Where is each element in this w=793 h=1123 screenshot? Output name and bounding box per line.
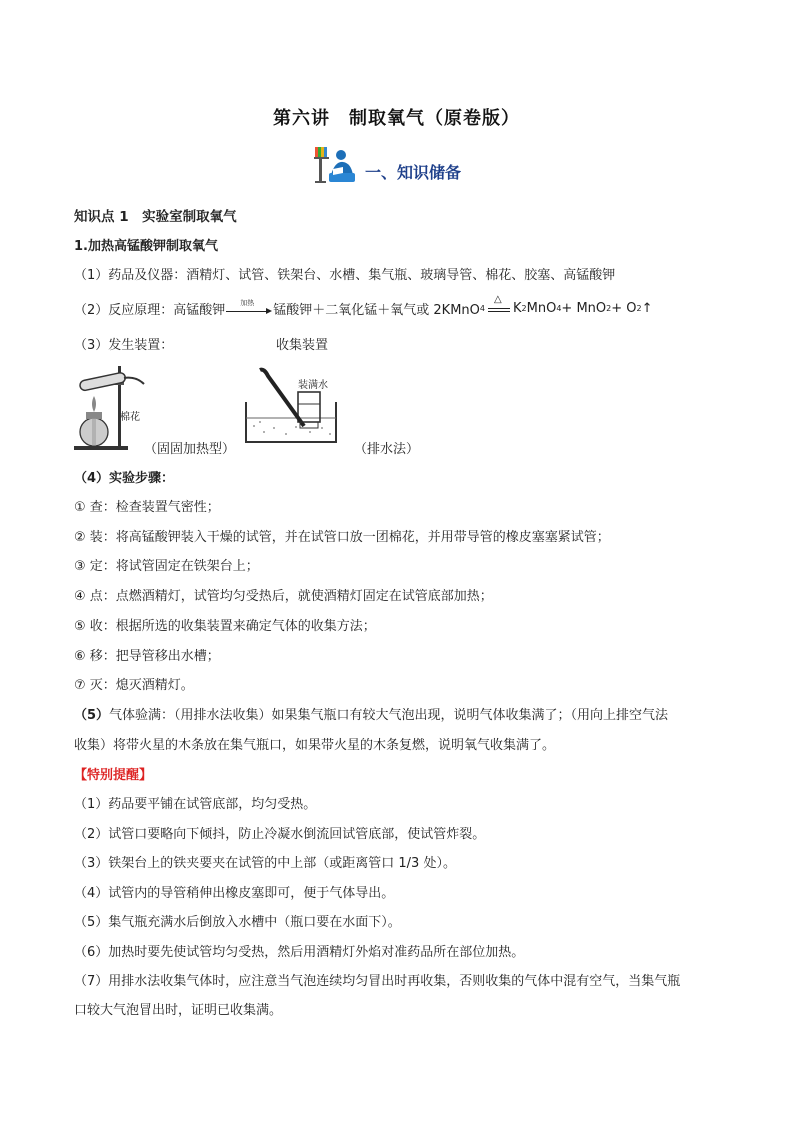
full-water-label: 装满水 bbox=[298, 380, 328, 391]
generator-caption: （固固加热型） bbox=[144, 442, 236, 457]
formula-subscript: 2 bbox=[521, 304, 527, 313]
step-item: ⑤ 收：根据所选的收集装置来确定气体的收集方法； bbox=[74, 619, 376, 634]
triangle-symbol: △ bbox=[494, 293, 502, 305]
heating-condition bbox=[488, 293, 510, 316]
collector-caption: （排水法） bbox=[354, 442, 420, 457]
steps-heading: （4）实验步骤： bbox=[74, 471, 175, 486]
apparatus-figure bbox=[74, 362, 434, 458]
step-item: ⑦ 灭：熄灭酒精灯。 bbox=[74, 678, 194, 693]
product-1b: MnO bbox=[526, 301, 557, 316]
formula-subscript: 2 bbox=[606, 304, 612, 313]
reminder-note: （2）试管口要略向下倾抖，防止冷凝水倒流回试管底部，使试管炸裂。 bbox=[74, 827, 486, 842]
reminder-note: （7）用排水法收集气体时，应注意当气泡连续均匀冒出时再收集，否则收集的气体中混有空气，当集气瓶 bbox=[74, 974, 681, 989]
product-3: + O bbox=[611, 301, 637, 316]
subtopic-heading: 1.加热高锰酸钾制取氧气 bbox=[74, 239, 218, 254]
reaction-line bbox=[74, 293, 653, 318]
reminder-note: （5）集气瓶充满水后倒放入水槽中（瓶口要在水面下）。 bbox=[74, 915, 401, 930]
check-line-1 bbox=[74, 704, 668, 723]
product-1: K bbox=[513, 301, 522, 316]
check-text-1: 气体验满：（用排水法收集）如果集气瓶口有较大气泡出现，说明气体收集满了；（用向上排空气法 bbox=[109, 708, 669, 723]
reaction-words: 锰酸钾＋二氧化锰＋氧气或 2KMnO bbox=[273, 303, 480, 318]
reaction-arrow bbox=[226, 298, 272, 315]
drugs-line: （1）药品及仪器：酒精灯、试管、铁架台、水槽、集气瓶、玻璃导管、棉花、胶塞、高锰酸钾 bbox=[74, 268, 616, 283]
check-head: （5） bbox=[74, 708, 110, 723]
reading-student-icon bbox=[313, 145, 359, 189]
collect-label: 收集装置 bbox=[276, 338, 329, 353]
formula-subscript: 4 bbox=[556, 304, 562, 313]
step-item: ③ 定：将试管固定在铁架台上； bbox=[74, 559, 259, 574]
step-item: ① 查：检查装置气密性； bbox=[74, 500, 220, 515]
product-2: + MnO bbox=[561, 301, 607, 316]
reminder-note: （6）加热时要先使试管均匀受热，然后用酒精灯外焰对准药品所在部位加热。 bbox=[74, 945, 525, 960]
check-line-2: 收集）将带火星的木条放在集气瓶口，如果带火星的木条复燃，说明氧气收集满了。 bbox=[74, 738, 556, 753]
gas-arrow: ↑ bbox=[641, 301, 653, 316]
step-item: ⑥ 移：把导管移出水槽； bbox=[74, 649, 220, 664]
reminder-note: （4）试管内的导管稍伸出橡皮塞即可，便于气体导出。 bbox=[74, 886, 395, 901]
reminder-heading: 【特别提醒】 bbox=[74, 768, 153, 783]
step-item: ④ 点：点燃酒精灯，试管均匀受热后，就使酒精灯固定在试管底部加热； bbox=[74, 589, 493, 604]
formula-subscript: 2 bbox=[636, 304, 642, 313]
formula-subscript: 4 bbox=[479, 304, 485, 313]
section-heading-text: 一、知识储备 bbox=[365, 162, 462, 182]
reminder-note: 口较大气泡冒出时，证明已收集满。 bbox=[74, 1003, 283, 1018]
cotton-label: 棉花 bbox=[120, 412, 140, 423]
apparatus-label: （3）发生装置： bbox=[74, 338, 174, 353]
arrow-condition: 加热 bbox=[240, 298, 255, 307]
reminder-note: （1）药品要平铺在试管底部，均匀受热。 bbox=[74, 797, 317, 812]
page-title: 第六讲 制取氧气（原卷版） bbox=[273, 108, 520, 129]
step-item: ② 装：将高锰酸钾装入干燥的试管，并在试管口放一团棉花，并用带导管的橡皮塞塞紧试管； bbox=[74, 530, 610, 545]
reaction-prefix: （2）反应原理：高锰酸钾 bbox=[74, 303, 226, 318]
topic-heading: 知识点 1 实验室制取氧气 bbox=[74, 209, 237, 225]
reminder-note: （3）铁架台上的铁夹要夹在试管的中上部（或距离管口 1/3 处）。 bbox=[74, 856, 456, 871]
section-heading bbox=[313, 146, 461, 188]
